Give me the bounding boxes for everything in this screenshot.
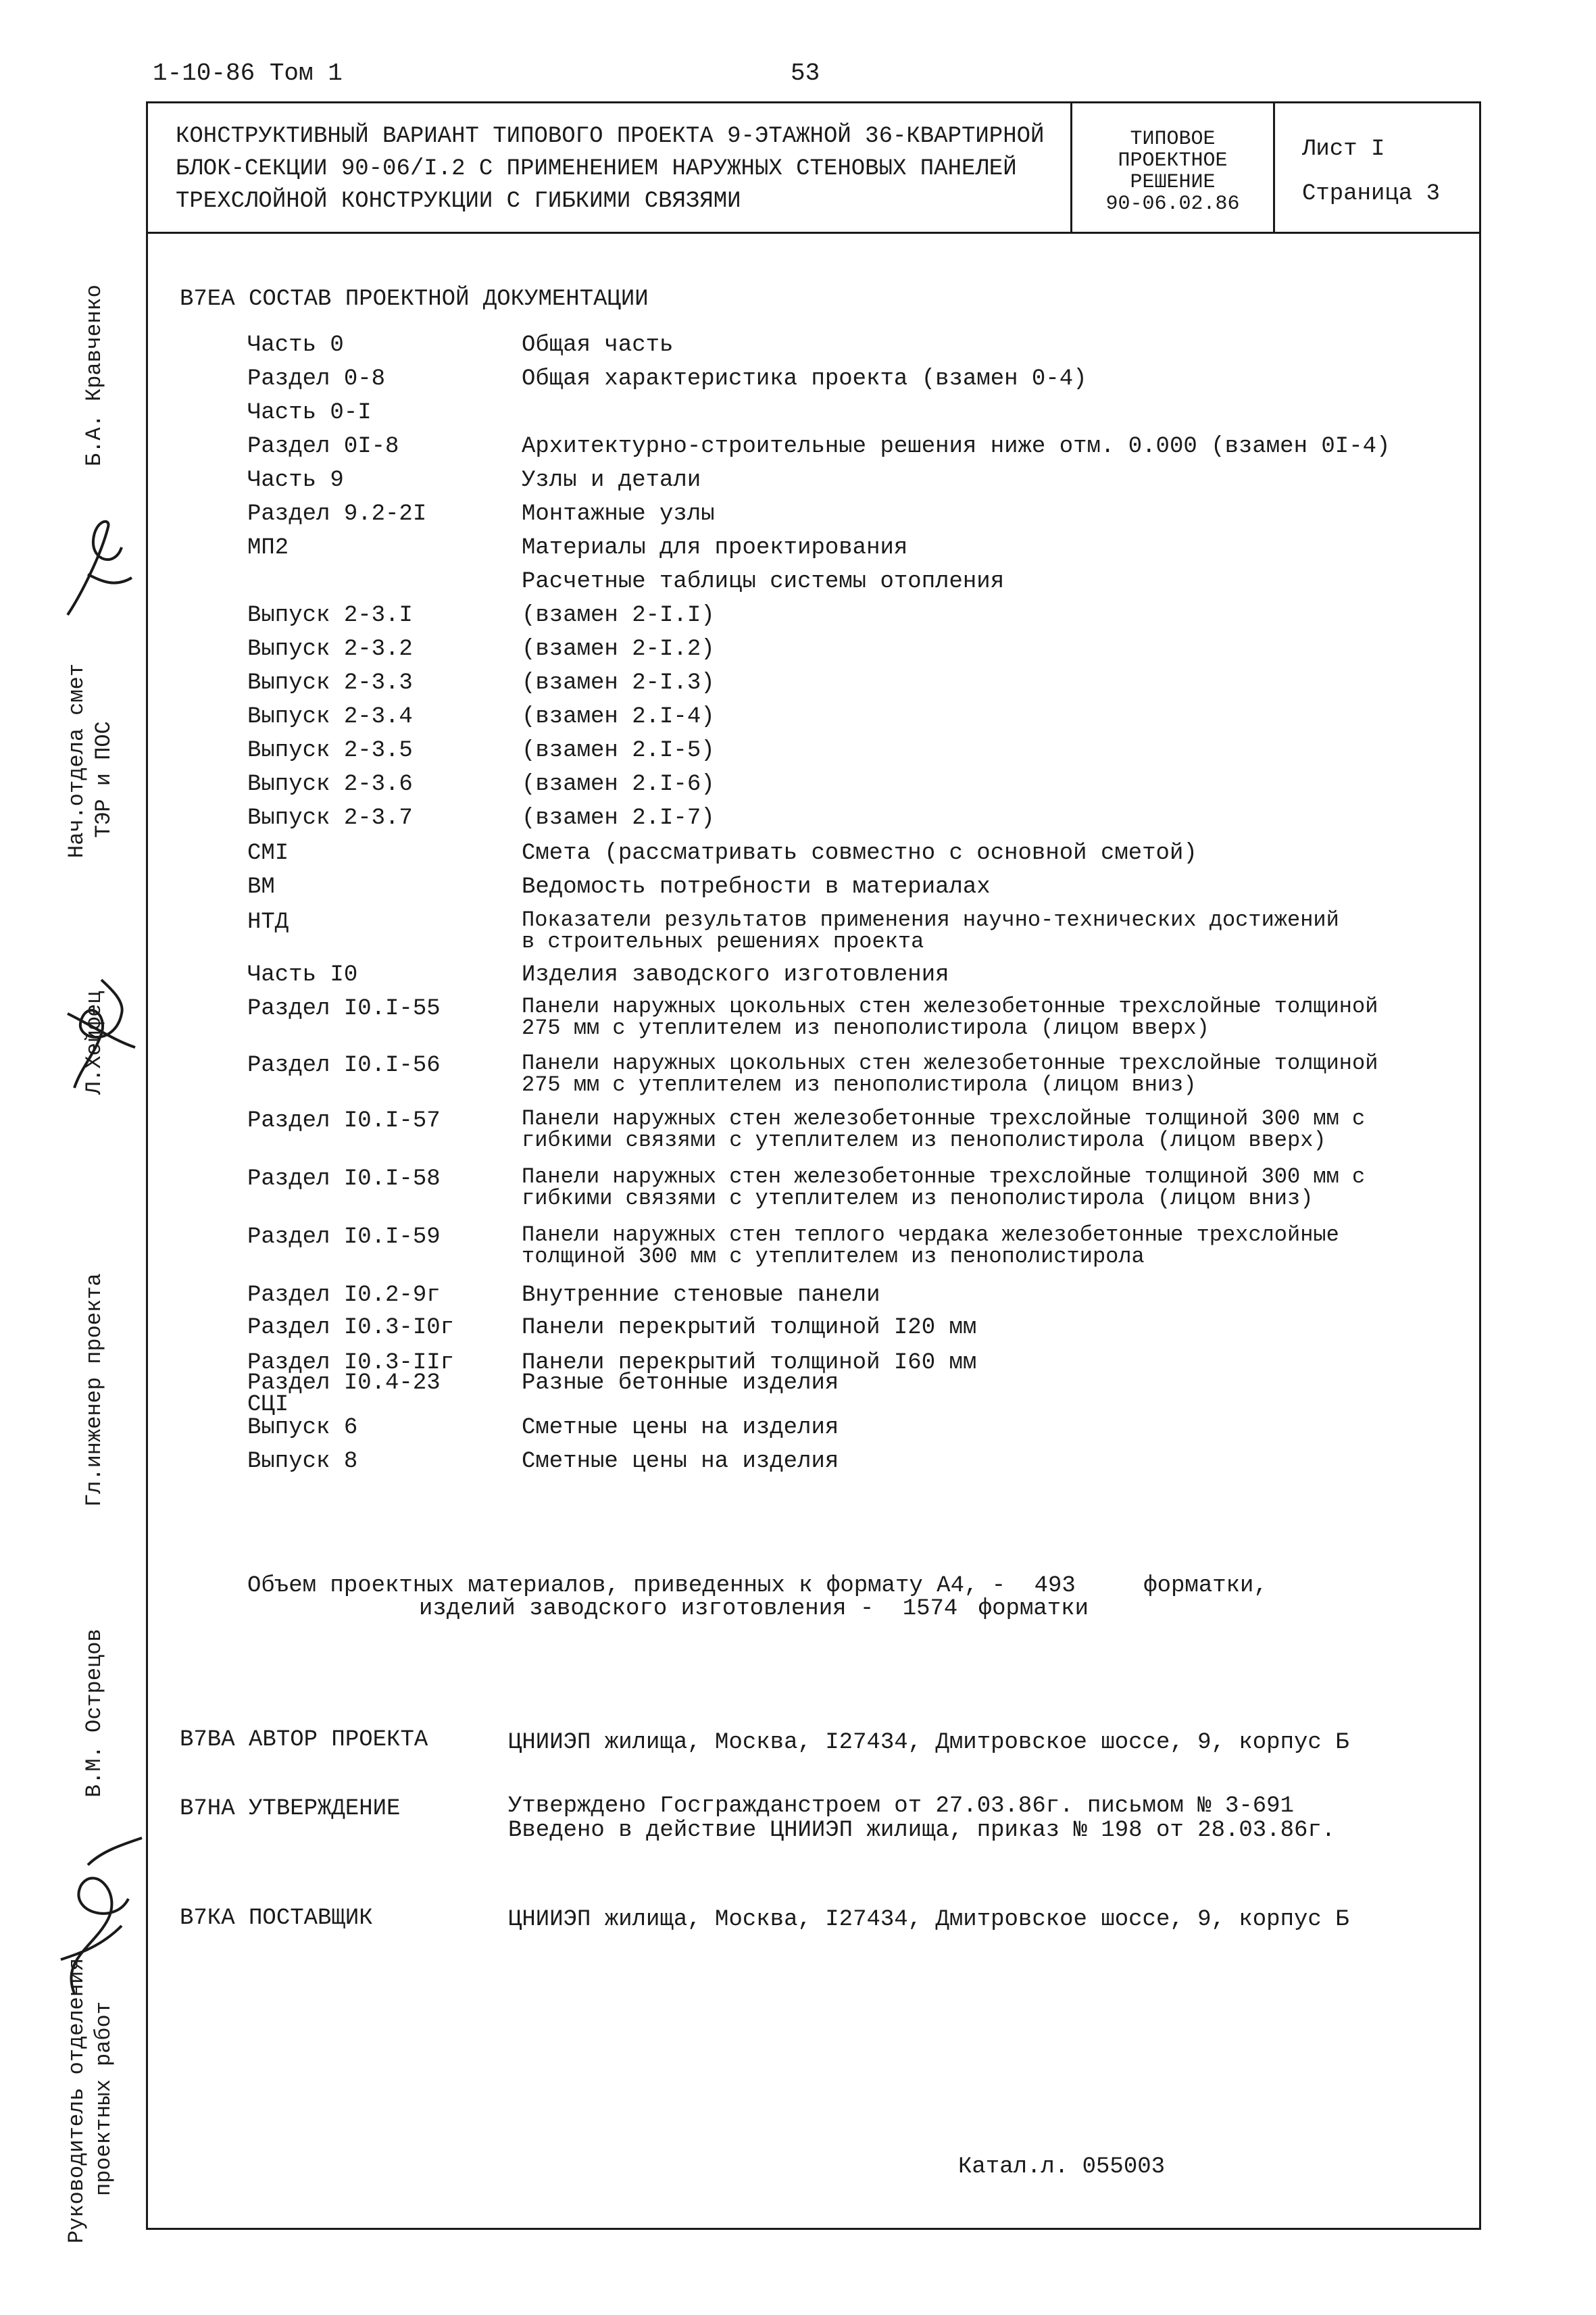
ostretsov-label: В.М. Острецов bbox=[82, 1628, 107, 1797]
doc-description bbox=[522, 1315, 1468, 1341]
doc-description-line: Панели наружных стен теплого чердака железобетонные трехслойные bbox=[522, 1222, 1339, 1247]
author-value: ЦНИИЭП жилища, Москва, I27434, Дмитровское шоссе, 9, корпус Б bbox=[508, 1730, 1349, 1756]
doc-description bbox=[522, 535, 1468, 561]
doc-description bbox=[522, 1415, 1468, 1441]
doc-code: Раздел I0.3-I0г bbox=[247, 1315, 455, 1341]
doc-description-line: (взамен 2.I-7) bbox=[522, 805, 715, 831]
tip-line: ТИПОВОЕ bbox=[1130, 128, 1216, 151]
doc-description bbox=[522, 434, 1468, 459]
doc-code: Раздел I0.I-58 bbox=[247, 1166, 441, 1192]
volume-text: Объем проектных материалов, приведенных к формату А4, - bbox=[247, 1573, 1006, 1599]
doc-code: Выпуск 2-3.5 bbox=[247, 738, 413, 764]
signature-ostretsov bbox=[34, 1824, 149, 2000]
doc-description bbox=[522, 1370, 1468, 1396]
doc-description-line: Смета (рассматривать совместно с основной сметой) bbox=[522, 841, 1197, 866]
doc-description bbox=[522, 738, 1468, 764]
supplier-label: В7КА ПОСТАВЩИК bbox=[180, 1906, 373, 1931]
doc-code: Часть I0 bbox=[247, 962, 358, 988]
doc-description bbox=[522, 501, 1468, 527]
chief-engineer-label: Гл.инженер проекта bbox=[82, 1273, 107, 1507]
doc-description-line: Монтажные узлы bbox=[522, 501, 715, 527]
doc-description-line: Узлы и детали bbox=[522, 468, 701, 493]
doc-description-line: Разные бетонные изделия bbox=[522, 1370, 839, 1396]
doc-description-line: (взамен 2-I.3) bbox=[522, 670, 715, 696]
signature-kravchenko bbox=[41, 514, 142, 622]
doc-description-line: 275 мм с утеплителем из пенополистирола (лицом вверх) bbox=[522, 1016, 1210, 1041]
sheet-number: Лист I bbox=[1302, 136, 1385, 162]
doc-description bbox=[522, 1283, 1468, 1308]
doc-code: Часть 9 bbox=[247, 468, 344, 493]
doc-code: Выпуск 6 bbox=[247, 1415, 358, 1441]
doc-description bbox=[522, 1224, 1468, 1268]
doc-code: Раздел I0.4-23 bbox=[247, 1370, 441, 1396]
doc-description-line: Панели перекрытий толщиной I60 мм bbox=[522, 1350, 977, 1376]
department-head-label: Руководитель отделения bbox=[64, 1958, 89, 2243]
doc-code: Выпуск 2-3.6 bbox=[247, 772, 413, 797]
tip-line: ПРОЕКТНОЕ bbox=[1118, 149, 1228, 172]
doc-description bbox=[522, 841, 1468, 866]
doc-code: Часть 0 bbox=[247, 332, 344, 358]
doc-code: МП2 bbox=[247, 535, 289, 561]
approval-value-2: Введено в действие ЦНИИЭП жилища, приказ № 198 от 28.03.86г. bbox=[508, 1818, 1336, 1843]
doc-description-line: Панели наружных цокольных стен железобетонные трехслойные толщиной bbox=[522, 994, 1378, 1019]
doc-description-line: Показатели результатов применения научно-технических достижений bbox=[522, 907, 1339, 932]
doc-description bbox=[522, 603, 1468, 628]
doc-description bbox=[522, 366, 1468, 392]
doc-description bbox=[522, 874, 1468, 900]
doc-description-line: Архитектурно-строительные решения ниже отм. 0.000 (взамен 0I-4) bbox=[522, 434, 1391, 459]
doc-code: Выпуск 2-3.7 bbox=[247, 805, 413, 831]
doc-description bbox=[522, 468, 1468, 493]
doc-description bbox=[522, 670, 1468, 696]
volume-pages: 493 bbox=[1034, 1573, 1076, 1599]
doc-code: Раздел I0.I-55 bbox=[247, 996, 441, 1022]
doc-code: Раздел 0-8 bbox=[247, 366, 386, 392]
doc-description-line: (взамен 2.I-6) bbox=[522, 772, 715, 797]
doc-description bbox=[522, 805, 1468, 831]
doc-code: Раздел I0.2-9г bbox=[247, 1283, 441, 1308]
doc-code: Выпуск 2-3.2 bbox=[247, 637, 413, 662]
sheet-cell bbox=[1273, 101, 1481, 234]
doc-description bbox=[522, 1449, 1468, 1474]
doc-description-line: Общая характеристика проекта (взамен 0-4) bbox=[522, 366, 1087, 392]
doc-description bbox=[522, 1053, 1468, 1096]
doc-description-line: в строительных решениях проекта bbox=[522, 929, 924, 954]
doc-code: СМI bbox=[247, 841, 289, 866]
doc-description-line: (взамен 2-I.I) bbox=[522, 603, 715, 628]
doc-description-line: Панели наружных цокольных стен железобетонные трехслойные толщиной bbox=[522, 1051, 1378, 1076]
doc-code: НТД bbox=[247, 910, 289, 935]
author-label: В7ВА АВТОР ПРОЕКТА bbox=[180, 1727, 428, 1753]
title-line: БЛОК-СЕКЦИИ 90-06/I.2 С ПРИМЕНЕНИЕМ НАРУЖНЫХ СТЕНОВЫХ ПАНЕЛЕЙ bbox=[176, 156, 1017, 182]
doc-code: СЦI bbox=[247, 1392, 289, 1418]
doc-code: Выпуск 8 bbox=[247, 1449, 358, 1474]
doc-code: Выпуск 2-3.4 bbox=[247, 704, 413, 730]
doc-description-line: гибкими связями с утеплителем из пенополистирола (лицом вниз) bbox=[522, 1186, 1314, 1211]
doc-code: Раздел 9.2-2I bbox=[247, 501, 427, 527]
doc-code: Часть 0-I bbox=[247, 400, 372, 426]
doc-description bbox=[522, 569, 1468, 595]
ter-pos-label: ТЭР и ПОС bbox=[91, 721, 116, 838]
doc-description-line: 275 мм с утеплителем из пенополистирола (лицом вниз) bbox=[522, 1072, 1197, 1097]
doc-description-line: гибкими связями с утеплителем из пенополистирола (лицом вверх) bbox=[522, 1128, 1326, 1153]
doc-description-line: Сметные цены на изделия bbox=[522, 1449, 839, 1474]
project-title bbox=[176, 120, 1044, 218]
page-label: Страница 3 bbox=[1302, 181, 1441, 207]
volume-line-1 bbox=[247, 1574, 1268, 1597]
doc-code: Раздел 0I-8 bbox=[247, 434, 399, 459]
doc-description-line: Панели перекрытий толщиной I20 мм bbox=[522, 1315, 977, 1341]
volume-unit: форматки, bbox=[1143, 1573, 1268, 1599]
section-heading: В7ЕА СОСТАВ ПРОЕКТНОЙ ДОКУМЕНТАЦИИ bbox=[180, 287, 649, 312]
doc-description-line: Панели наружных стен железобетонные трехслойные толщиной 300 мм с bbox=[522, 1164, 1366, 1189]
tip-line: РЕШЕНИЕ bbox=[1130, 171, 1216, 194]
doc-description bbox=[522, 637, 1468, 662]
doc-description-line: (взамен 2.I-4) bbox=[522, 704, 715, 730]
doc-description-line: Панели наружных стен железобетонные трехслойные толщиной 300 мм с bbox=[522, 1106, 1366, 1131]
doc-description-line: Внутренние стеновые панели bbox=[522, 1283, 880, 1308]
supplier-value: ЦНИИЭП жилища, Москва, I27434, Дмитровское шоссе, 9, корпус Б bbox=[508, 1907, 1349, 1933]
approval-label: В7НА УТВЕРЖДЕНИЕ bbox=[180, 1796, 401, 1822]
doc-description bbox=[522, 704, 1468, 730]
doc-description bbox=[522, 1108, 1468, 1151]
doc-description-line: (взамен 2.I-5) bbox=[522, 738, 715, 764]
doc-description bbox=[522, 1166, 1468, 1210]
title-block bbox=[146, 101, 1481, 234]
doc-description bbox=[522, 332, 1468, 358]
doc-description-line: Материалы для проектирования bbox=[522, 535, 908, 561]
title-line: КОНСТРУКТИВНЫЙ ВАРИАНТ ТИПОВОГО ПРОЕКТА 9-ЭТАЖНОЙ 36-КВАРТИРНОЙ bbox=[176, 124, 1045, 149]
doc-code: Раздел I0.I-56 bbox=[247, 1053, 441, 1078]
doc-description-line: Изделия заводского изготовления bbox=[522, 962, 949, 988]
doc-description-line: Сметные цены на изделия bbox=[522, 1415, 839, 1441]
doc-code: Выпуск 2-3.I bbox=[247, 603, 413, 628]
doc-description bbox=[522, 962, 1468, 988]
doc-description bbox=[522, 996, 1468, 1039]
doc-description-line: Общая часть bbox=[522, 332, 674, 358]
volume-pages: 1574 bbox=[902, 1596, 958, 1622]
volume-line-2 bbox=[419, 1597, 1089, 1620]
doc-description bbox=[522, 907, 1468, 954]
doc-code: ВМ bbox=[247, 874, 275, 900]
doc-description-line: Ведомость потребности в материалах bbox=[522, 874, 991, 900]
volume-unit: форматки bbox=[978, 1596, 1089, 1622]
department-head-label-2: проектных работ bbox=[91, 2001, 116, 2196]
doc-code: Раздел I0.3-IIг bbox=[247, 1350, 455, 1376]
approval-value-1: Утверждено Госгражданстроем от 27.03.86г. письмом № 3-691 bbox=[508, 1793, 1294, 1819]
volume-text: изделий заводского изготовления - bbox=[419, 1596, 874, 1622]
heifets-label: Л.Хейфец bbox=[82, 991, 107, 1095]
tip-line: 90-06.02.86 bbox=[1105, 193, 1240, 216]
title-line: ТРЕХСЛОЙНОЙ КОНСТРУКЦИИ С ГИБКИМИ СВЯЗЯМИ bbox=[176, 189, 741, 214]
head-of-estimates-label: Нач.отдела смет bbox=[64, 663, 89, 858]
catalog-number: Катал.л. 055003 bbox=[958, 2154, 1166, 2180]
doc-code: Выпуск 2-3.3 bbox=[247, 670, 413, 696]
doc-description-line: Расчетные таблицы системы отопления bbox=[522, 569, 1005, 595]
doc-description bbox=[522, 772, 1468, 797]
page-number: 53 bbox=[791, 59, 820, 87]
title-cell bbox=[146, 101, 1070, 234]
doc-code: Раздел I0.I-59 bbox=[247, 1224, 441, 1250]
kravchenko-label: Б.А. Кравченко bbox=[82, 284, 107, 466]
doc-description-line: толщиной 300 мм с утеплителем из пенополистирола bbox=[522, 1244, 1145, 1269]
doc-code: Раздел I0.I-57 bbox=[247, 1108, 441, 1134]
document-code: 1-10-86 Том 1 bbox=[153, 59, 343, 87]
standard-solution-cell bbox=[1070, 101, 1273, 234]
signature-heifets bbox=[41, 973, 142, 1095]
doc-description-line: (взамен 2-I.2) bbox=[522, 637, 715, 662]
